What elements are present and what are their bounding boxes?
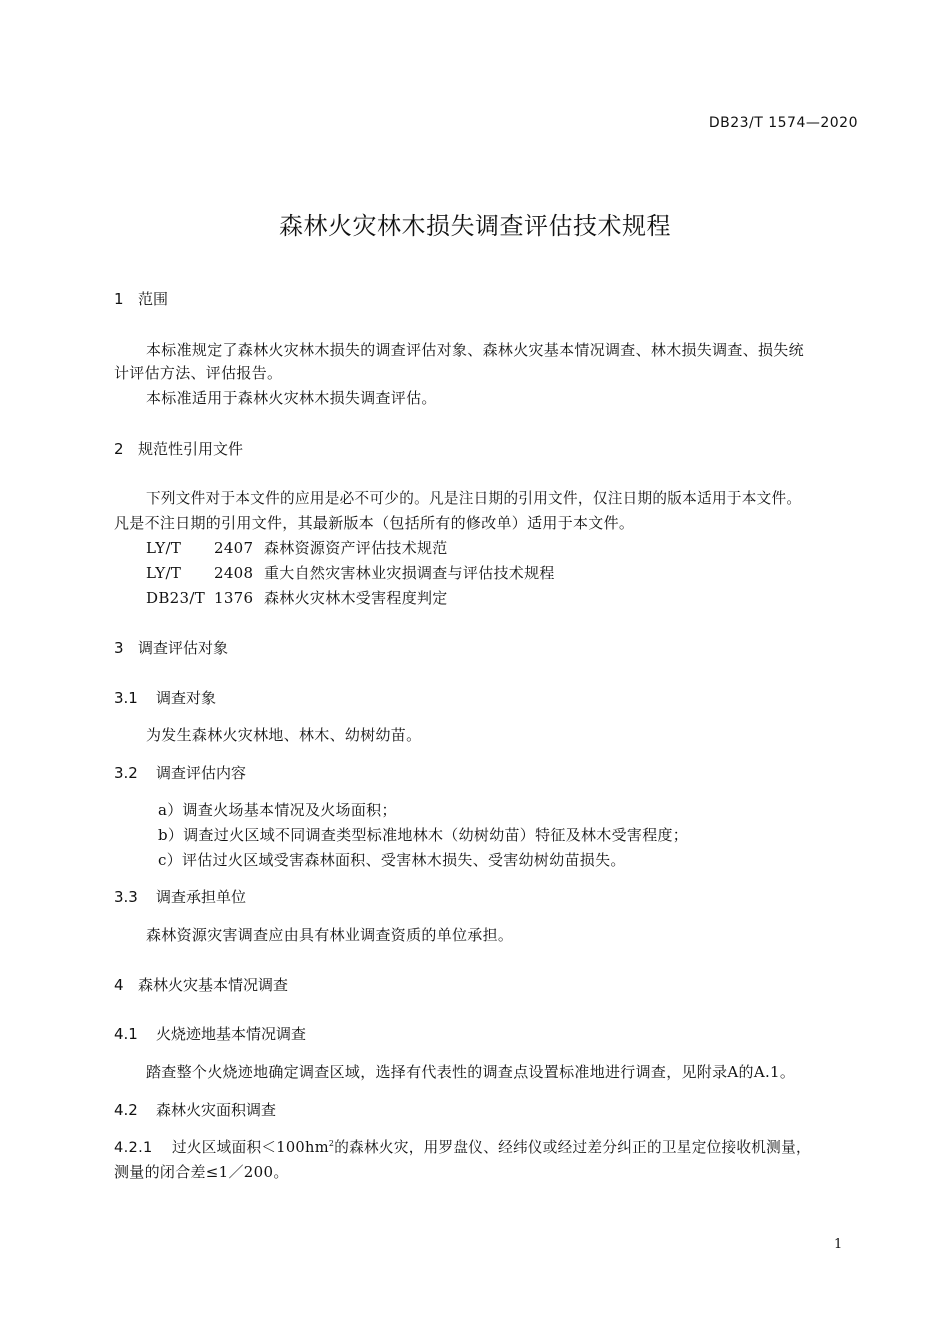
section-1-heading <box>114 288 168 309</box>
section-title: 规范性引用文件 <box>138 440 244 458</box>
reference-name: 森林资源资产评估技术规范 <box>264 539 448 557</box>
clause-number: 4.2.1 <box>114 1139 153 1156</box>
section-number: 3.2 <box>114 764 138 782</box>
reference-prefix: LY/T <box>146 564 182 582</box>
reference-prefix: LY/T <box>146 539 182 557</box>
section-number: 3.1 <box>114 689 138 707</box>
section-number: 3 <box>114 639 124 657</box>
paragraph-line: 下列文件对于本文件的应用是必不可少的。凡是注日期的引用文件，仅注日期的版本适用于本文件。 <box>146 490 802 507</box>
reference-number: 2408 <box>214 564 254 582</box>
clause-text: 过火区域面积＜100hm <box>172 1139 329 1156</box>
reference-number: 2407 <box>214 539 254 557</box>
section-number: 4.1 <box>114 1025 138 1043</box>
section-title: 火烧迹地基本情况调查 <box>156 1025 307 1043</box>
paragraph-line: 计评估方法、评估报告。 <box>114 364 283 382</box>
section-title: 调查评估对象 <box>138 639 229 657</box>
paragraph-line: 本标准适用于森林火灾林木损失调查评估。 <box>146 389 437 407</box>
reference-name: 重大自然灾害林业灾损调查与评估技术规程 <box>264 564 555 582</box>
reference-name: 森林火灾林木受害程度判定 <box>264 589 448 607</box>
section-4-heading <box>114 974 288 995</box>
paragraph-line: 森林资源灾害调查应由具有林业调查资质的单位承担。 <box>146 926 514 944</box>
paragraph-line: 测量的闭合差≤1／200。 <box>114 1163 289 1181</box>
paragraph-line: 凡是不注日期的引用文件，其最新版本（包括所有的修改单）适用于本文件。 <box>114 514 635 532</box>
page-number: 1 <box>834 1237 843 1252</box>
section-number: 4 <box>114 976 124 994</box>
clause-4-2-1-line <box>114 1136 811 1157</box>
list-item: a）调查火场基本情况及火场面积； <box>158 801 397 819</box>
subsection-3-1-heading <box>114 687 216 708</box>
subsection-3-2-heading <box>114 762 246 783</box>
section-number: 3.3 <box>114 888 138 906</box>
subsection-3-3-heading <box>114 886 246 907</box>
superscript: 2 <box>328 1139 335 1149</box>
section-number: 1 <box>114 290 124 308</box>
reference-number: 1376 <box>214 589 254 607</box>
section-2-heading <box>114 438 243 459</box>
section-title: 森林火灾面积调查 <box>156 1101 277 1119</box>
reference-prefix: DB23/T <box>146 589 205 607</box>
reference-item <box>146 537 448 558</box>
list-item: b）调查过火区域不同调查类型标准地林木（幼树幼苗）特征及林木受害程度； <box>158 826 689 844</box>
paragraph-line: 本标准规定了森林火灾林木损失的调查评估对象、森林火灾基本情况调查、林木损失调查、损失统 <box>146 341 804 359</box>
paragraph-line: 踏查整个火烧迹地确定调查区域，选择有代表性的调查点设置标准地进行调查，见附录A的A.1。 <box>146 1063 796 1081</box>
subsection-4-2-heading <box>114 1099 276 1120</box>
standard-code: DB23/T 1574—2020 <box>708 115 858 131</box>
section-title: 森林火灾基本情况调查 <box>138 976 289 994</box>
paragraph-line: 为发生森林火灾林地、林木、幼树幼苗。 <box>146 726 422 744</box>
list-item: c）评估过火区域受害森林面积、受害林木损失、受害幼树幼苗损失。 <box>158 851 626 869</box>
section-number: 4.2 <box>114 1101 138 1119</box>
section-title: 调查评估内容 <box>156 764 247 782</box>
section-3-heading <box>114 637 228 658</box>
subsection-4-1-heading <box>114 1023 306 1044</box>
section-title: 调查对象 <box>156 689 217 707</box>
reference-item <box>146 562 555 583</box>
document-title: 森林火灾林木损失调查评估技术规程 <box>279 212 671 240</box>
clause-text: 的森林火灾，用罗盘仪、经纬仪或经过差分纠正的卫星定位接收机测量， <box>334 1139 811 1156</box>
section-title: 调查承担单位 <box>156 888 247 906</box>
reference-item <box>146 587 448 608</box>
section-number: 2 <box>114 440 124 458</box>
section-title: 范围 <box>138 290 169 308</box>
